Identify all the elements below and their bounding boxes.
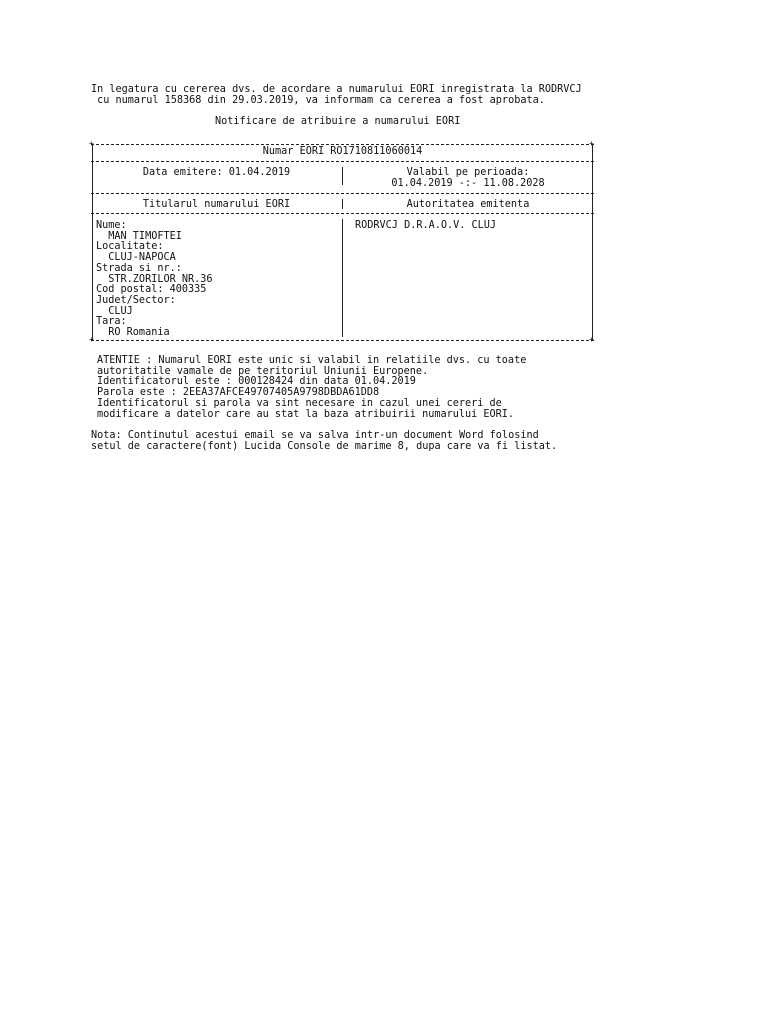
holder-field-name-label: Nume: (96, 220, 127, 231)
intro-line-2: cu numarul 158368 din 29.03.2019, va informam ca cererea a fost aprobata. (91, 95, 545, 106)
attention-line-2: autoritatile vamale de pe teritoriul Uniunii Europene. (97, 365, 429, 377)
table-border-top (91, 144, 594, 145)
holder-field-locality-label: Localitate: (96, 241, 164, 253)
table-divider-2 (91, 193, 594, 194)
table-corner-top-left: + (89, 139, 94, 148)
holder-field-county-value: CLUJ (96, 305, 133, 317)
table-divider-1 (91, 161, 594, 162)
validity-value: 01.04.2019 -:- 11.08.2028 (391, 178, 545, 189)
holder-field-county-label: Judet/Sector: (96, 294, 176, 306)
holder-field-country-value: RO Romania (96, 327, 170, 338)
eori-number: Numar EORI RO1710811060014 (262, 146, 423, 157)
holder-field-street-value: STR.ZORILOR NR.36 (96, 273, 213, 285)
table-border-bottom (91, 340, 594, 341)
holder-field-country-label: Tara: (96, 316, 127, 328)
password-line: Parola este : 2EEA37AFCE49707405A9798DBDA61DD8 (97, 387, 380, 399)
authority-value: RODRVCJ D.R.A.O.V. CLUJ (355, 220, 497, 231)
holder-field-name-value: MAN TIMOFTEI (96, 230, 182, 242)
table-corner-top-right: + (589, 139, 594, 148)
table-divider-3 (91, 213, 594, 214)
intro-line-1: In legatura cu cererea dvs. de acordare a numarului EORI inregistrata la RODRVCJ (91, 84, 582, 95)
note-line-2: setul de caractere(font) Lucida Console de marime 8, dupa care va fi listat. (91, 440, 558, 452)
holder-field-street-label: Strada si nr.: (96, 262, 182, 274)
holder-field-postal-code: Cod postal: 400335 (96, 284, 207, 296)
validity-label: Valabil pe perioada: (406, 167, 530, 178)
holder-field-locality-value: CLUJ-NAPOCA (96, 252, 176, 264)
attention-line-5: Identificatorul si parola va sint necesare in cazul unei cereri de (97, 397, 502, 409)
issue-date: Data emitere: 01.04.2019 (142, 167, 291, 178)
table-corner-bottom-left: + (89, 335, 94, 344)
note-line-1: Nota: Continutul acestui email se va salva intr-un document Word folosind (91, 430, 539, 441)
notification-title: Notificare de atribuire a numarului EORI (215, 116, 461, 127)
authority-header: Autoritatea emitenta (406, 199, 530, 210)
holder-header: Titularul numarului EORI (142, 199, 291, 210)
attention-line-1: ATENTIE : Numarul EORI este unic si valabil in relatiile dvs. cu toate (97, 355, 527, 366)
eori-table (91, 141, 594, 343)
identifier-line: Identificatorul este : 000128424 din data 01.04.2019 (97, 376, 416, 388)
attention-line-6: modificare a datelor care au stat la baza atribuirii numarului EORI. (97, 408, 515, 420)
table-column-divider-3 (342, 219, 343, 337)
table-corner-bottom-right: + (589, 335, 594, 344)
